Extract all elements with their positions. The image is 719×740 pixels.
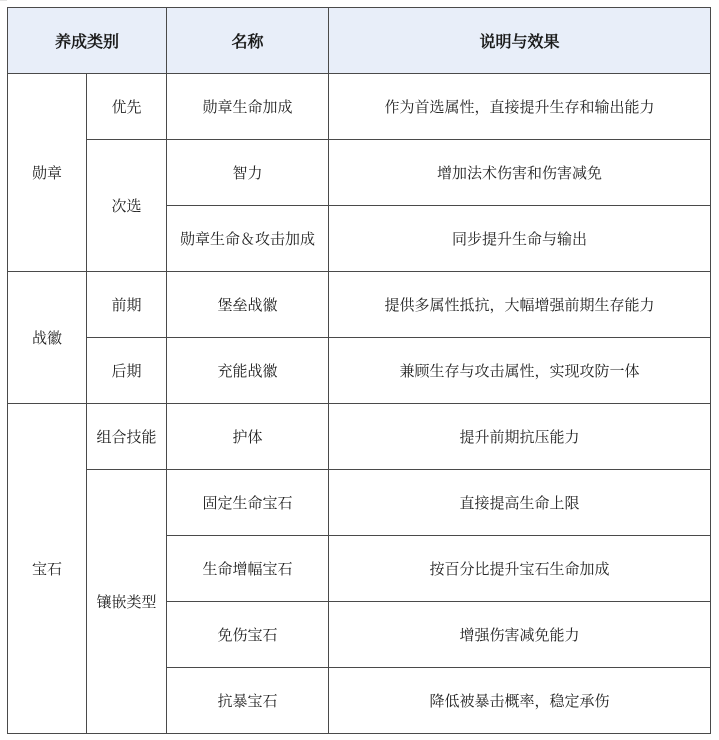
description-cell: 按百分比提升宝石生命加成 bbox=[329, 536, 711, 602]
header-description: 说明与效果 bbox=[329, 8, 711, 74]
name-cell: 堡垒战徽 bbox=[167, 272, 329, 338]
header-row bbox=[8, 8, 711, 74]
description-cell: 提升前期抗压能力 bbox=[329, 404, 711, 470]
name-cell: 固定生命宝石 bbox=[167, 470, 329, 536]
table-row bbox=[8, 404, 711, 470]
description-cell: 直接提高生命上限 bbox=[329, 470, 711, 536]
category-cell: 战徽 bbox=[8, 272, 87, 404]
subcategory-cell: 后期 bbox=[87, 338, 167, 404]
category-cell: 勋章 bbox=[8, 74, 87, 272]
subcategory-cell: 组合技能 bbox=[87, 404, 167, 470]
subcategory-cell: 次选 bbox=[87, 140, 167, 272]
header-name: 名称 bbox=[167, 8, 329, 74]
sheet-gridline bbox=[0, 0, 7, 1]
table-row bbox=[8, 272, 711, 338]
category-cell: 宝石 bbox=[8, 404, 87, 734]
table-row bbox=[8, 140, 711, 206]
name-cell: 勋章生命加成 bbox=[167, 74, 329, 140]
description-cell: 增强伤害减免能力 bbox=[329, 602, 711, 668]
name-cell: 抗暴宝石 bbox=[167, 668, 329, 734]
description-cell: 提供多属性抵抗，大幅增强前期生存能力 bbox=[329, 272, 711, 338]
name-cell: 勋章生命＆攻击加成 bbox=[167, 206, 329, 272]
subcategory-cell: 前期 bbox=[87, 272, 167, 338]
subcategory-cell: 镶嵌类型 bbox=[87, 470, 167, 734]
description-cell: 兼顾生存与攻击属性，实现攻防一体 bbox=[329, 338, 711, 404]
subcategory-cell: 优先 bbox=[87, 74, 167, 140]
header-category: 养成类别 bbox=[8, 8, 167, 74]
name-cell: 充能战徽 bbox=[167, 338, 329, 404]
description-cell: 作为首选属性，直接提升生存和输出能力 bbox=[329, 74, 711, 140]
description-cell: 降低被暴击概率，稳定承伤 bbox=[329, 668, 711, 734]
table-row bbox=[8, 470, 711, 536]
name-cell: 生命增幅宝石 bbox=[167, 536, 329, 602]
name-cell: 智力 bbox=[167, 140, 329, 206]
description-cell: 增加法术伤害和伤害减免 bbox=[329, 140, 711, 206]
description-cell: 同步提升生命与输出 bbox=[329, 206, 711, 272]
table-row bbox=[8, 74, 711, 140]
cultivation-table bbox=[7, 7, 711, 734]
name-cell: 免伤宝石 bbox=[167, 602, 329, 668]
table-row bbox=[8, 338, 711, 404]
name-cell: 护体 bbox=[167, 404, 329, 470]
